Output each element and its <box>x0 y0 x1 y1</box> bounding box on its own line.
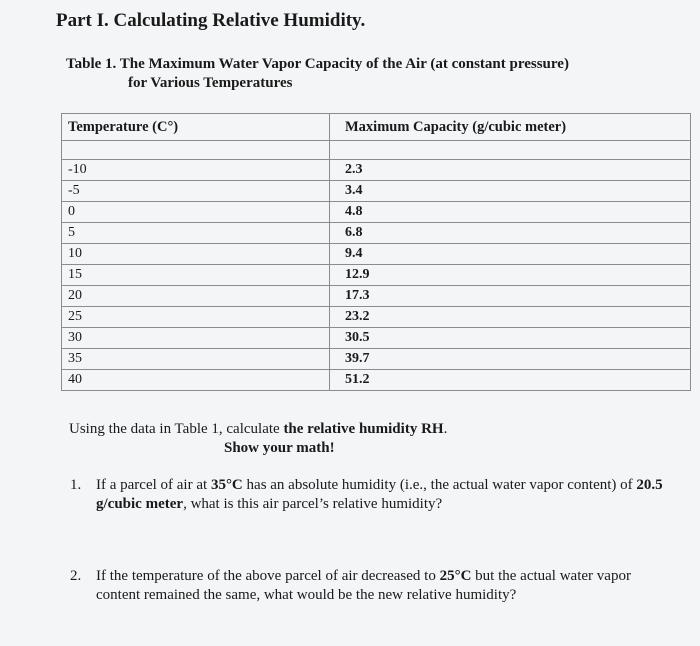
question-number: 2. <box>70 568 82 584</box>
page-title: Part I. Calculating Relative Humidity. <box>56 10 366 31</box>
question-text-part: has an absolute humidity (i.e., the actual water vapor content) of <box>242 477 637 493</box>
question-bold-part: 35°C <box>210 477 243 493</box>
question-bold-part: 20.5 g/cubic meter <box>96 477 663 512</box>
header-temperature: Temperature (C°) <box>62 114 330 141</box>
temperature-cell: 30 <box>62 328 330 349</box>
instructions-suffix: . <box>443 421 448 437</box>
capacity-cell: 17.3 <box>330 286 691 307</box>
header-max-capacity: Maximum Capacity (g/cubic meter) <box>330 114 691 141</box>
question-text <box>70 567 670 605</box>
question-text-part: , what is this air parcel’s relative humidity? <box>183 496 443 512</box>
table-row <box>62 307 691 328</box>
capacity-cell: 2.3 <box>330 160 691 181</box>
capacity-cell: 30.5 <box>330 328 691 349</box>
table-row <box>62 265 691 286</box>
question-number: 1. <box>70 477 82 493</box>
capacity-cell: 3.4 <box>330 181 691 202</box>
capacity-cell: 4.8 <box>330 202 691 223</box>
table-header-row <box>62 114 691 141</box>
table-row <box>62 286 691 307</box>
table-row <box>62 181 691 202</box>
instructions-emphasis: the relative humidity RH <box>283 421 444 437</box>
spacer-cell <box>330 141 691 160</box>
temperature-cell: 25 <box>62 307 330 328</box>
capacity-cell: 6.8 <box>330 223 691 244</box>
temperature-cell: 20 <box>62 286 330 307</box>
temperature-cell: -5 <box>62 181 330 202</box>
temperature-cell: 40 <box>62 370 330 391</box>
capacity-cell: 51.2 <box>330 370 691 391</box>
capacity-cell: 9.4 <box>330 244 691 265</box>
table-caption-line1: Table 1. The Maximum Water Vapor Capacity of the Air (at constant pressure) <box>66 56 569 72</box>
table-row <box>62 328 691 349</box>
table-row <box>62 160 691 181</box>
instructions <box>69 420 447 458</box>
question-bold-part: 25°C <box>439 568 472 584</box>
question-2 <box>70 567 670 605</box>
temperature-cell: 5 <box>62 223 330 244</box>
table-row <box>62 223 691 244</box>
temperature-cell: 15 <box>62 265 330 286</box>
table-row <box>62 202 691 223</box>
instructions-prefix: Using the data in Table 1, calculate <box>69 421 284 437</box>
question-text-part: If the temperature of the above parcel of air decreased to <box>96 568 440 584</box>
table-caption-line2: for Various Temperatures <box>128 75 293 91</box>
table-caption <box>66 55 569 93</box>
temperature-cell: 10 <box>62 244 330 265</box>
capacity-cell: 39.7 <box>330 349 691 370</box>
instructions-show-math: Show your math! <box>224 440 335 456</box>
question-text <box>70 476 670 514</box>
table-spacer-row <box>62 141 691 160</box>
question-1 <box>70 476 670 514</box>
table-row <box>62 349 691 370</box>
table-row <box>62 244 691 265</box>
capacity-cell: 12.9 <box>330 265 691 286</box>
temperature-cell: 35 <box>62 349 330 370</box>
temperature-cell: -10 <box>62 160 330 181</box>
question-text-part: If a parcel of air at <box>96 477 211 493</box>
spacer-cell <box>62 141 330 160</box>
table-body <box>62 141 691 391</box>
capacity-cell: 23.2 <box>330 307 691 328</box>
question-text-part: but the actual water vapor content remained the same, what would be the new relative humidity? <box>96 568 631 603</box>
table-row <box>62 370 691 391</box>
capacity-table <box>61 113 691 391</box>
temperature-cell: 0 <box>62 202 330 223</box>
